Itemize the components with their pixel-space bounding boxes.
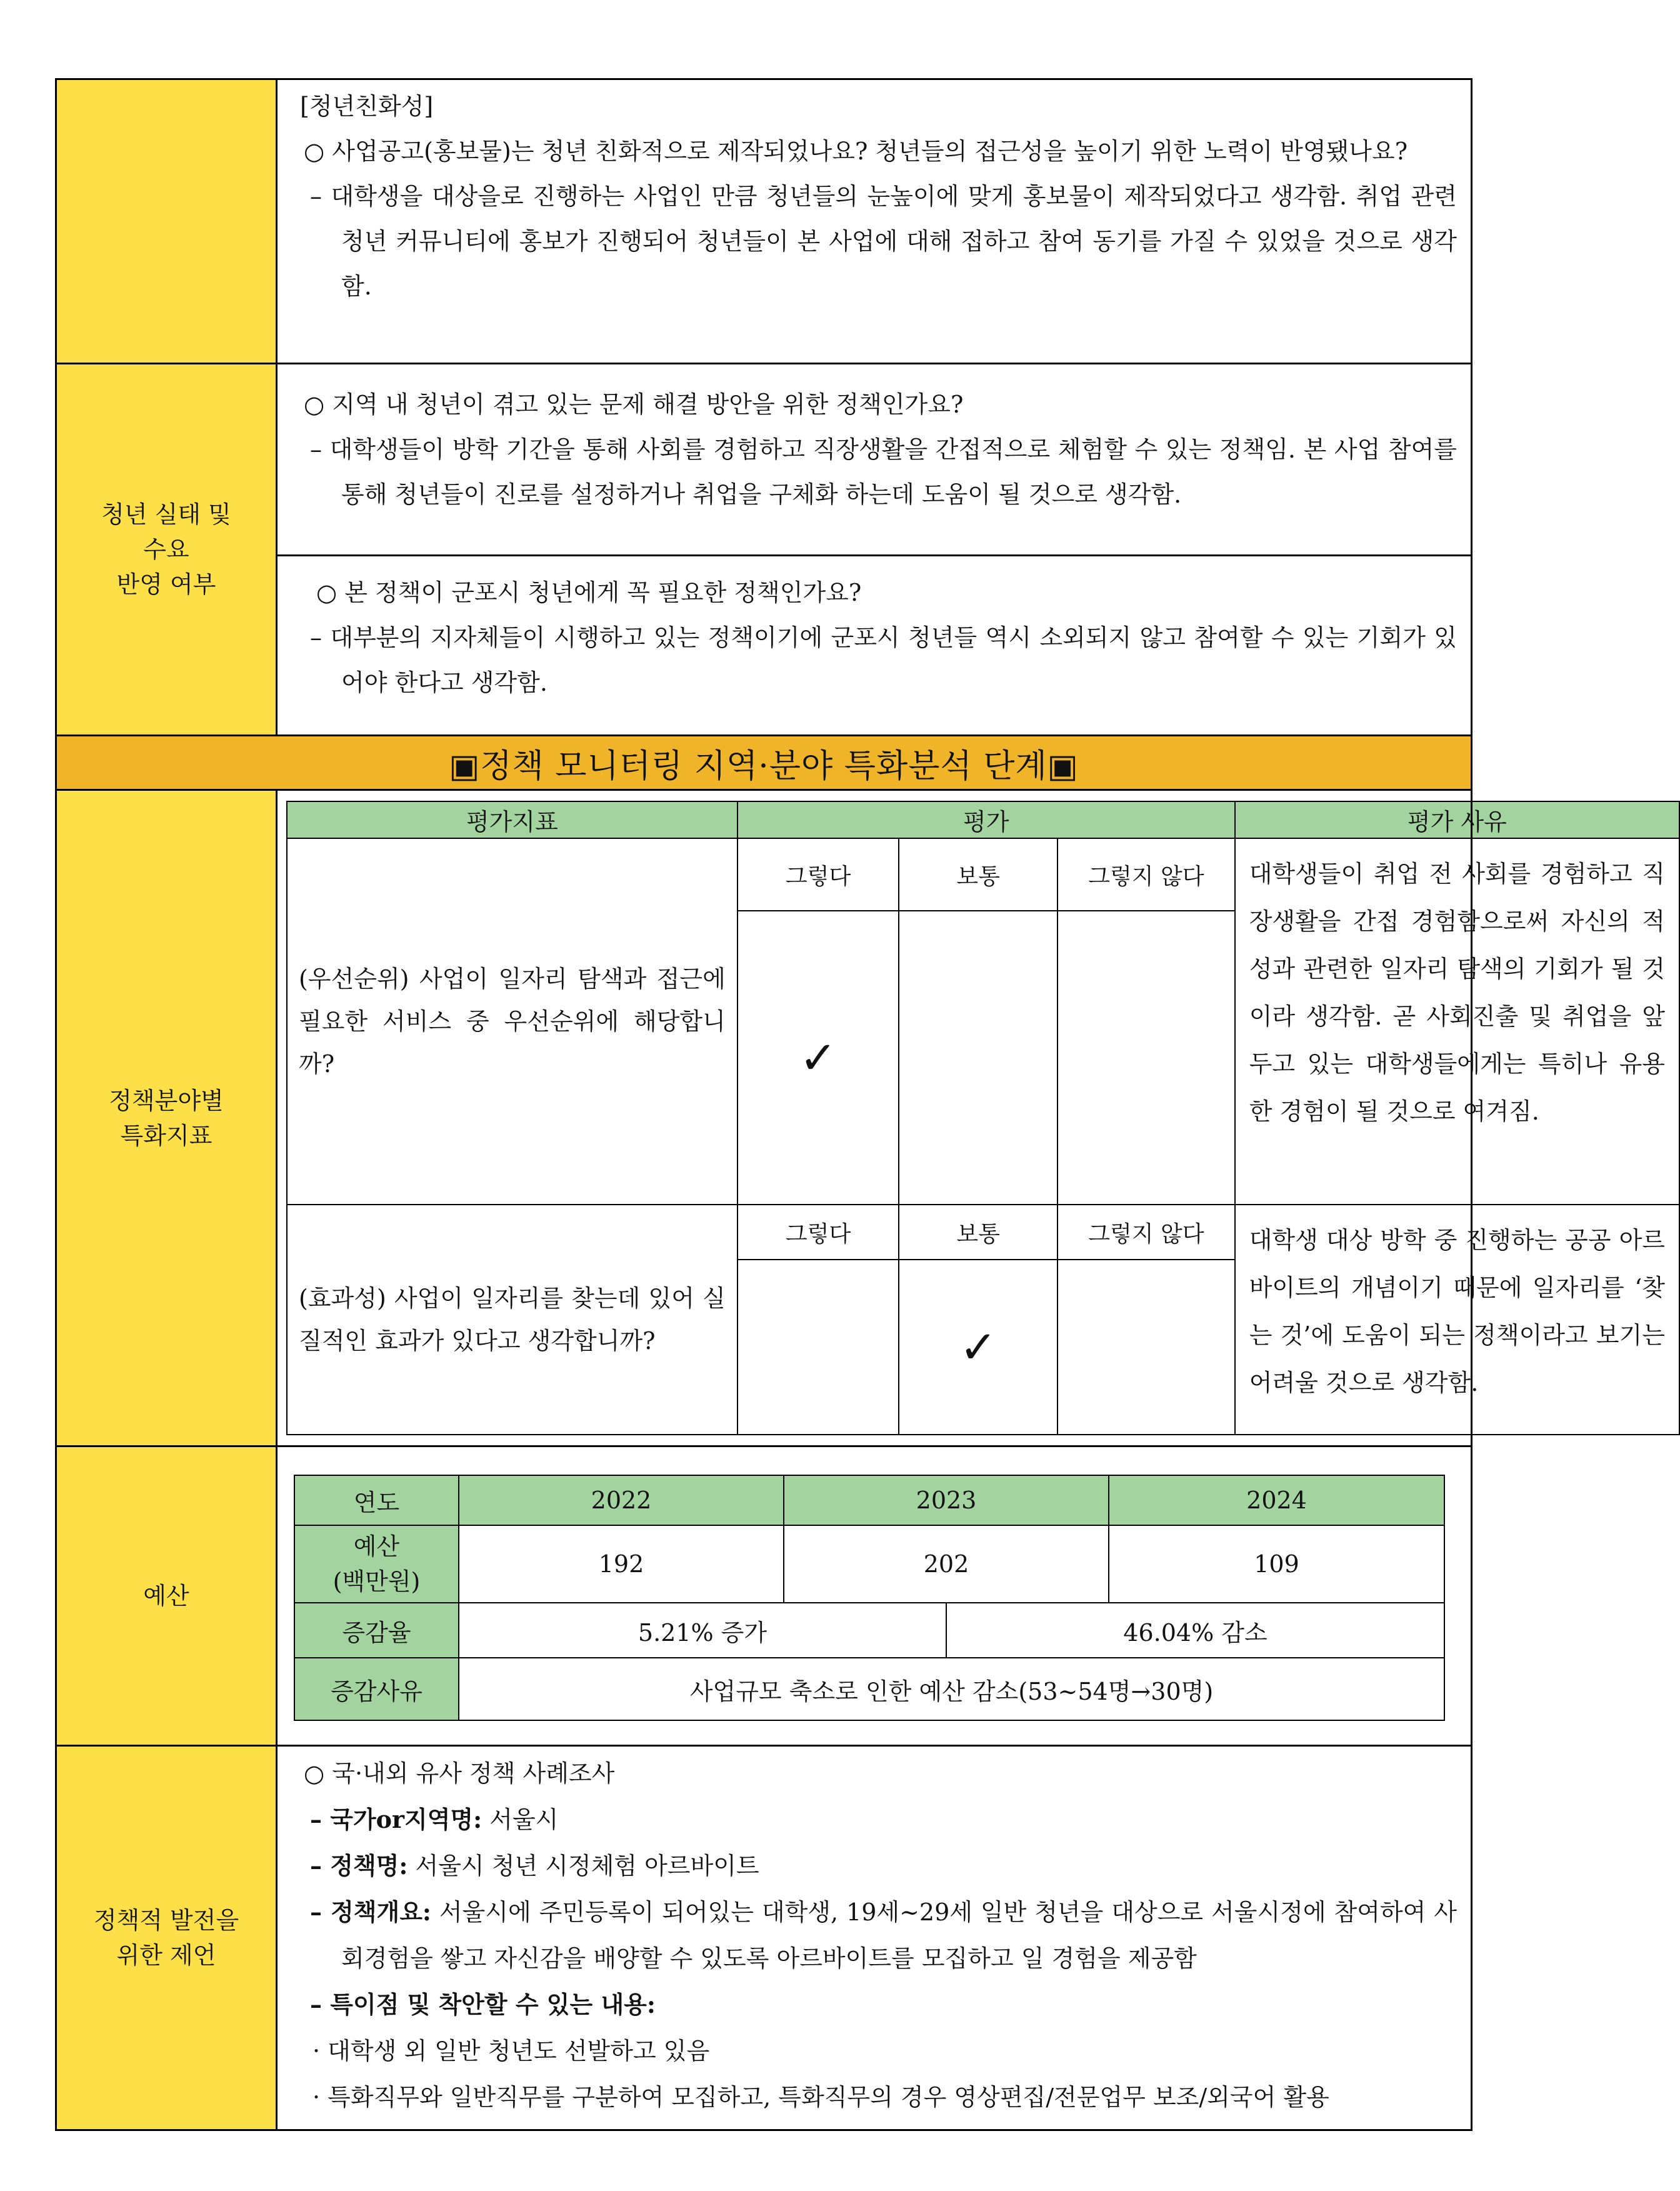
proposal-note: · 대학생 외 일반 청년도 선발하고 있음: [312, 2037, 710, 2065]
youth-reality-label: 청년 실태 및 수요 반영 여부: [56, 364, 277, 736]
document-page: [55, 78, 1665, 2131]
check-yes-cell: [738, 1260, 899, 1435]
amount-2024: 109: [1109, 1525, 1444, 1603]
change-2023: 5.21% 증가: [459, 1603, 946, 1658]
option-no: 그렇지 않다: [1058, 1205, 1235, 1260]
proposal-cell: [277, 1746, 1472, 2130]
option-neutral: 보통: [899, 1205, 1058, 1260]
proposal-overview: – 정책개요: 서울시에 주민등록이 되어있는 대학생, 19세~29세 일반 청년을 대상으로 서울시정에 참여하여 사회경험을 쌓고 자신감을 배양할 수 있도록 아르바이트를 모집하고 일 경험을 제공함: [310, 1898, 1457, 1972]
check-no-cell: [1058, 911, 1235, 1205]
specialized-indicator-cell: [277, 790, 1665, 1446]
check-neutral-cell: [899, 911, 1058, 1205]
check-no-cell: [1058, 1260, 1235, 1435]
proposal-note: · 특화직무와 일반직무를 구분하여 모집하고, 특화직무의 경우 영상편집/전문업무 보조/외국어 활용: [312, 2083, 1329, 2111]
year-2024: 2024: [1109, 1475, 1444, 1525]
youth-reality-question-1: ○ 지역 내 청년이 겪고 있는 문제 해결 방안을 위한 정책인가요?: [304, 391, 964, 418]
option-yes: 그렇다: [738, 838, 899, 911]
proposal-policy-name: – 정책명: 서울시 청년 시정체험 아르바이트: [310, 1852, 759, 1880]
budget-label: 예산: [56, 1446, 277, 1746]
amount-label: 예산 (백만원): [294, 1525, 459, 1603]
specialized-indicator-label: 정책분야별 특화지표: [56, 790, 277, 1446]
check-yes-cell: [738, 911, 899, 1205]
year-header: 연도: [294, 1475, 459, 1525]
indicator-effectiveness: (효과성) 사업이 일자리를 찾는데 있어 실질적인 효과가 있다고 생각합니까?: [287, 1205, 738, 1435]
youth-friendly-question: ○ 사업공고(홍보물)는 청년 친화적으로 제작되었나요? 청년들의 접근성을 높이기 위한 노력이 반영됐나요?: [304, 138, 1408, 165]
section-banner: ▣정책 모니터링 지역·분야 특화분석 단계▣: [56, 736, 1472, 790]
monitoring-form-table: [55, 78, 1665, 2131]
check-mark-icon: ✓: [959, 1321, 998, 1373]
option-neutral: 보통: [899, 838, 1058, 911]
check-mark-icon: ✓: [799, 1031, 838, 1084]
check-neutral-cell: [899, 1260, 1058, 1435]
evaluation-table: [286, 801, 1680, 1435]
header-indicator: 평가지표: [287, 801, 738, 838]
indicator-priority: (우선순위) 사업이 일자리 탐색과 접근에 필요한 서비스 중 우선순위에 해당합니까?: [287, 838, 738, 1205]
header-reason: 평가 사유: [1235, 801, 1679, 838]
amount-2023: 202: [784, 1525, 1109, 1603]
budget-table: [294, 1475, 1445, 1721]
youth-friendly-cell: [277, 79, 1472, 364]
option-no: 그렇지 않다: [1058, 838, 1235, 911]
proposal-label: 정책적 발전을 위한 제언: [56, 1746, 277, 2130]
year-2022: 2022: [459, 1475, 784, 1525]
header-evaluation: 평가: [738, 801, 1235, 838]
option-yes: 그렇다: [738, 1205, 899, 1260]
change-2024: 46.04% 감소: [946, 1603, 1444, 1658]
reason-priority: 대학생들이 취업 전 사회를 경험하고 직장생활을 간접 경험함으로써 자신의 적성과 관련한 일자리 탐색의 기회가 될 것이라 생각함. 곧 사회진출 및 취업을 앞두고 있는 대학생들에게는 특히나 유용한 경험이 될 것으로 여겨짐.: [1235, 838, 1679, 1205]
youth-reality-question-2: ○ 본 정책이 군포시 청년에게 꼭 필요한 정책인가요?: [316, 579, 862, 606]
youth-reality-cell: [277, 364, 1472, 736]
proposal-notes-label: – 특이점 및 착안할 수 있는 내용:: [310, 1990, 656, 2018]
proposal-region: – 국가or지역명: 서울시: [310, 1805, 559, 1833]
youth-reality-answer-1: – 대학생들이 방학 기간을 통해 사회를 경험하고 직장생활을 간접적으로 체험할 수 있는 정책임. 본 사업 참여를 통해 청년들이 진로를 설정하거나 취업을 구체화 하는데 도움이 될 것으로 생각함.: [310, 436, 1458, 508]
budget-cell: [277, 1446, 1472, 1746]
youth-reality-answer-2: – 대부분의 지자체들이 시행하고 있는 정책이기에 군포시 청년들 역시 소외되지 않고 참여할 수 있는 기회가 있어야 한다고 생각함.: [310, 624, 1457, 696]
proposal-heading: ○ 국·내외 유사 정책 사례조사: [304, 1760, 615, 1787]
reason-effectiveness: 대학생 대상 방학 중 진행하는 공공 아르바이트의 개념이기 때문에 일자리를 ‘찾는 것’에 도움이 되는 정책이라고 보기는 어려울 것으로 생각함.: [1235, 1205, 1679, 1435]
change-reason: 사업규모 축소로 인한 예산 감소(53~54명→30명): [459, 1658, 1444, 1720]
year-2023: 2023: [784, 1475, 1109, 1525]
empty-label-cell: [56, 79, 277, 364]
amount-2022: 192: [459, 1525, 784, 1603]
youth-friendly-answer: – 대학생을 대상을로 진행하는 사업인 만큼 청년들의 눈높이에 맞게 홍보물이 제작되었다고 생각함. 취업 관련 청년 커뮤니티에 홍보가 진행되어 청년들이 본 사업에 대해 접하고 참여 동기를 가질 수 있었을 것으로 생각함.: [310, 183, 1457, 300]
change-label: 증감율: [294, 1603, 459, 1658]
change-reason-label: 증감사유: [294, 1658, 459, 1720]
youth-friendly-title: [청년친화성]: [300, 93, 434, 120]
